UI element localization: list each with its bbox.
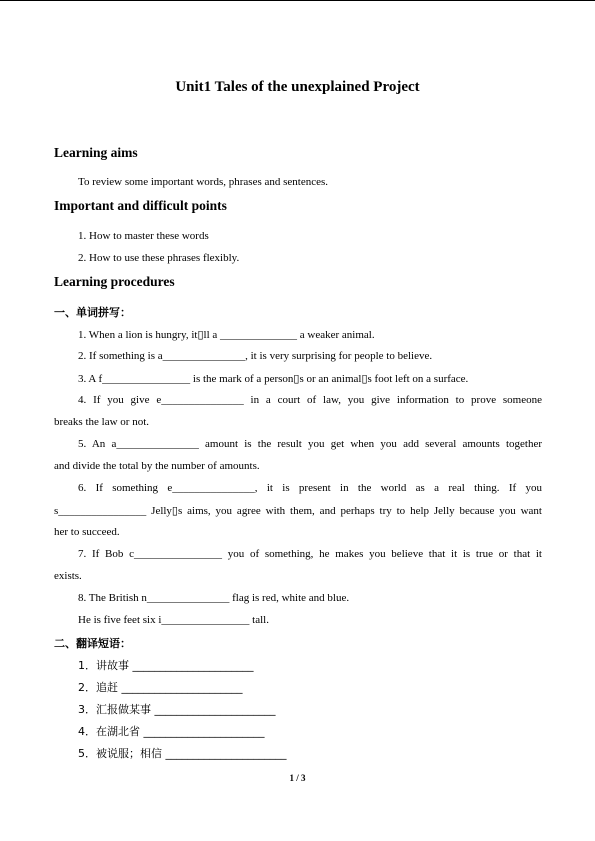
question-5-line-2: and divide the total by the number of amounts. — [54, 460, 260, 472]
phrase-item-3: 3．汇报做某事 ______________________ — [78, 703, 276, 716]
phrase-item-2: 2．追赶 ______________________ — [78, 681, 243, 694]
question-7-line-1: 7. If Bob c________________ you of something, he makes you believe that it is true or that it — [78, 548, 542, 560]
question-6-line-3: her to succeed. — [54, 526, 120, 538]
question-4-line-2: breaks the law or not. — [54, 416, 149, 428]
point-item-2: 2. How to use these phrases flexibly. — [78, 252, 240, 264]
question-8-line-2: He is five feet six i________________ tall. — [78, 614, 269, 626]
page-title: Unit1 Tales of the unexplained Project — [175, 79, 420, 95]
point-item-1: 1. How to master these words — [78, 230, 209, 242]
phrase-item-1: 1．讲故事 ______________________ — [78, 659, 254, 672]
learning-procedures-heading: Learning procedures — [54, 274, 175, 289]
top-border-line — [0, 0, 595, 1]
question-6-line-1: 6. If something e_______________, it is present in the world as a real thing. If you — [78, 482, 542, 494]
page-number: 1 / 3 — [289, 773, 306, 783]
difficult-points-heading: Important and difficult points — [54, 198, 227, 213]
learning-aims-text: To review some important words, phrases and sentences. — [78, 176, 329, 188]
question-6-line-2: s________________ Jelly▯s aims, you agree with them, and perhaps try to help Jelly because you want — [54, 505, 542, 517]
question-8-line-1: 8. The British n_______________ flag is red, white and blue. — [78, 592, 350, 604]
word-spelling-heading: 一、单词拼写： — [54, 306, 131, 319]
question-5-line-1: 5. An a_______________ amount is the result you get when you add several amounts together — [78, 438, 542, 450]
question-1: 1. When a lion is hungry, it▯ll a ______________ a weaker animal. — [78, 329, 375, 341]
learning-aims-heading: Learning aims — [54, 145, 138, 160]
question-2: 2. If something is a_______________, it is very surprising for people to believe. — [78, 350, 433, 362]
question-7-line-2: exists. — [54, 570, 82, 582]
question-3: 3. A f________________ is the mark of a person▯s or an animal▯s foot left on a surface. — [78, 373, 469, 385]
phrase-translation-heading: 二、翻译短语： — [54, 637, 131, 650]
phrase-item-5: 5．被说服；相信 ______________________ — [78, 747, 287, 760]
question-4-line-1: 4. If you give e_______________ in a court of law, you give information to prove someone — [78, 394, 542, 406]
phrase-item-4: 4．在湖北省 ______________________ — [78, 725, 265, 738]
